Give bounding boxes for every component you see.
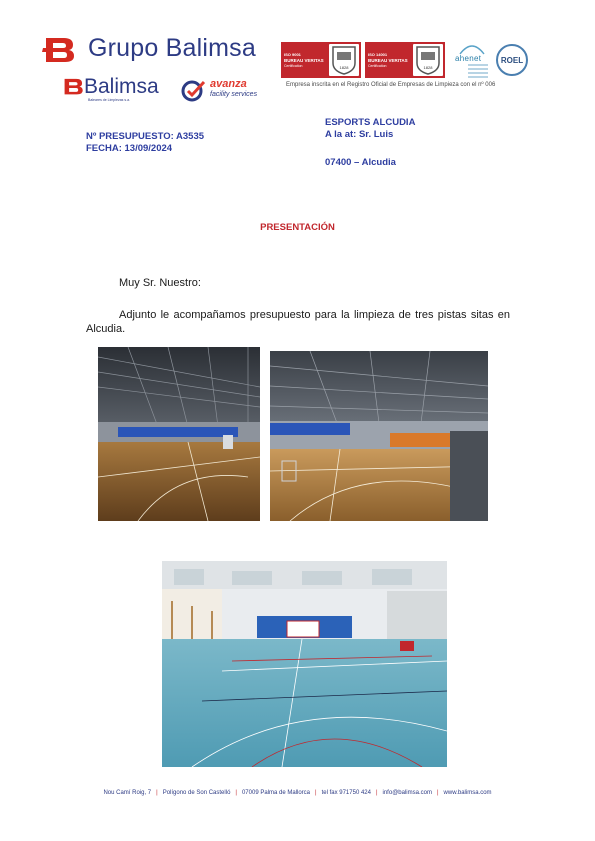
cert-body-label: BUREAU VERITAS	[284, 58, 324, 63]
section-title: PRESENTACIÓN	[260, 222, 335, 233]
footer-industrial-area: Polígono de Son Castelló	[162, 790, 231, 796]
footer-city: 07009 Palma de Mallorca	[241, 790, 311, 796]
brand-small-sub: Baleares de Limpiezas s.a.	[88, 98, 131, 102]
footer-phone: tel fax 971750 424	[321, 790, 371, 796]
bureau-veritas-seal-icon	[413, 44, 443, 76]
cert-year: 1828	[339, 65, 349, 70]
footer-separator: |	[375, 790, 378, 796]
cert-iso-label: ISO 9001	[284, 52, 301, 57]
iso-14001-badge	[365, 42, 445, 78]
avanza-name: avanza	[210, 78, 247, 90]
ahenet-logo-text: ahenet	[455, 54, 482, 63]
footer-website-link[interactable]: www.balimsa.com	[443, 790, 492, 796]
cert-body-label: BUREAU VERITAS	[368, 58, 408, 63]
balimsa-b-logo-icon	[42, 34, 76, 64]
ahenet-subtext	[468, 64, 488, 78]
sports-court-photo-2	[270, 351, 488, 521]
cert-year: 1828	[423, 65, 433, 70]
body-paragraph: Adjunto le acompañamos presupuesto para la limpieza de tres pistas sitas en Alcudia.	[86, 309, 510, 335]
avanza-sub: facility services	[210, 91, 258, 98]
iso-9001-badge	[281, 42, 361, 78]
quote-date: FECHA: 13/09/2024	[86, 143, 173, 154]
sports-court-photo-3	[162, 561, 447, 767]
recipient-postal: 07400 – Alcudia	[325, 157, 396, 168]
avanza-logo-icon	[180, 78, 208, 102]
footer-separator: |	[436, 790, 439, 796]
cert-type-label: Certification	[284, 64, 303, 68]
registry-note: Empresa inscrita en el Registro Oficial de Empresas de Limpieza con el nº 006	[286, 82, 496, 88]
cert-type-label: Certification	[368, 64, 387, 68]
greeting: Muy Sr. Nuestro:	[119, 277, 201, 289]
footer-email-link[interactable]: info@balimsa.com	[382, 790, 432, 796]
recipient-attention: A la at: Sr. Luis	[325, 129, 394, 140]
roel-logo	[496, 44, 528, 76]
footer-separator: |	[315, 790, 317, 796]
balimsa-small-b-icon	[62, 76, 84, 96]
footer-separator: |	[235, 790, 237, 796]
quote-number: Nº PRESUPUESTO: A3535	[86, 131, 205, 142]
brand-small: Balimsa	[84, 75, 159, 98]
sports-court-photo-1	[98, 347, 260, 521]
roel-label: ROEL	[500, 55, 524, 65]
footer-address: Nou Camí Roig, 7	[103, 790, 152, 796]
cert-iso-label: ISO 14001	[368, 52, 388, 57]
footer	[0, 790, 595, 796]
brand-title: Grupo Balimsa	[88, 34, 256, 62]
bureau-veritas-seal-icon	[329, 44, 359, 76]
recipient-company: ESPORTS ALCUDIA	[325, 117, 416, 128]
footer-separator: |	[156, 790, 158, 796]
